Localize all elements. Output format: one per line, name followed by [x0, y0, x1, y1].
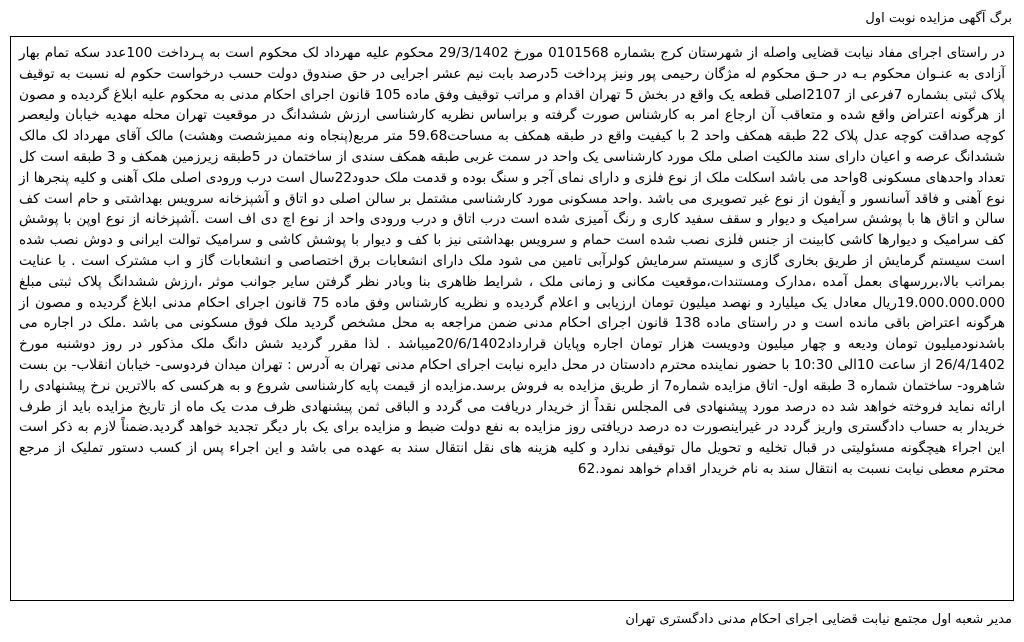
notice-signature: مدیر شعبه اول مجتمع نیابت قضایی اجرای احکام مدنی دادگستری تهران — [625, 612, 1012, 627]
notice-title: برگ آگهی مزایده نوبت اول — [865, 11, 1012, 26]
notice-body-box — [10, 36, 1014, 601]
notice-body-text: در راستای اجرای مفاد نیابت قضایی واصله از شهرستان کرج بشماره 0101568 مورخ 29/3/1402 محکوم علیه مهرداد لک محکوم است به پـرداخت 100عدد سکه تمام بهار آزادی به عنـوان محکوم بـه در حـق محکوم له مژگان رحیمی پور ونیز پرداخت 5درصد بابت نیم عشر اجرایی در حق صندوق دولت حسب درخواست حکوم له نسبت به توقیف پلاک ثبتی بشماره 7فرعی از 2107اصلی قطعه یک واقع در بخش 5 تهران اقدام و مراتب توقیف وفق ماده 105 قانون اجرای احکام مدنی به محکوم علیه ابلاغ گردیده و مصون از هرگونه اعتراض واقع شده و متعاقب آن ارجاع امر به کارشناس صورت گرفته و براساس نظریه کارشناسی ارزش ششدانگ در موقعیت تهران محله مهدیه خیابان ولیعصر کوچه صداقت کوچه عدل پلاک 22 طبقه همکف واحد 2 با کیفیت واقع در طبقه همکف به مساحت59.68 متر مربع(پنجاه ونه ممیزشصت وهشت) مالک آقای مهرداد لک مالک ششدانگ عرصه و اعیان دارای سند مالکیت اصلی ملک مورد کارشناسی یک واحد در سمت غربی طبقه همکف سندی از ساختمان در 5طبقه زیرزمین همکف و 3 طبقه است کل تعداد واحدهای مسکونی 8واحد می باشد اسکلت ملک از نوع فلزی و دارای نمای آجر و سنگ بوده و قدمت ملک حدود22سال است درب ورودی اصلی ملک آهنی و کلیه پنجرها از نوع آهنی و فاقد آسانسور و آیفون از نوع غیر تصویری می باشد .واحد مسکونی مورد کارشناسی مشتمل بر سالن اصلی دو اتاق و آشپزخانه سرویس بهداشتی و حام است کف سالن و اتاق ها با پوشش سرامیک و دیوار و سقف سفید کاری و رنگ آمیزی شده است درب اتاق و درب ورودی واحد از نوع اچ دی اف است .آشپزخانه از نوع اوپن با پوشش کف سرامیک و دیوارها کاشی کابینت از جنس فلزی نصب شده است حمام و سرویس بهداشتی نیز با کف و دیوار با پوشش کاشی و سرامیک توالت ایرانی و دوش نصب شده است سیستم گرمایش از طریق بخاری گازی و سیستم سرمایش کولرآبی تامین می شود ملک دارای انشعابات برق اختصاصی و انشعابات گاز و اب مشترک است . با عنایت بمراتب بالا،بررسهای بعمل آمده ،مدارک ومستندات،موقعیت مکانی و زمانی ملک ، شرایط ظاهری بنا وبادر نظر گرفتن سایر جوانب موثر ،ارزش ششدانگ پلاک ثبتی مبلغ 19.000.000.000ریال معادل یک میلیارد و نهصد میلیون تومان ارزیابی و اعلام گردیده و نظریه کارشناس وفق ماده 75 قانون اجرای احکام مدنی ابلاغ گردیده و مصون از هرگونه اعتراض باقی مانده است و در راستای ماده 138 قانون اجرای احکام مدنی ضمن مراجعه به محل مشخص گردید ملک فوق مسکونی می باشد .ملک در اجاره می باشدنودمیلیون تومان ودیعه و چهار میلیون ودویست هزار تومان اجاره وپایان قرارداد20/6/1402میباشد . لذا مقرر گردید شش دانگ ملک مذکور در روز دوشنبه مورخ 26/4/1402 از ساعت 10الی 10:30 با حضور نماینده محترم دادستان در محل دایره نیابت اجرای احکام مدنی تهران به آدرس : تهران میدان فردوسی- خیابان انقلاب- بن بست شاهرود- ساختمان شماره 3 طبقه اول- اتاق مزایده شماره7 از طریق مزایده به فروش برسد.مزایده از قیمت پایه کارشناسی شروع و به هرکسی که بالاترین نرخ پیشنهادی را ارائه نماید فروخته خواهد شد ده درصد مورد پیشنهادی فی المجلس نقداً از خریدار دریافت می گردد و الباقی ثمن پیشنهادی ظرف مدت یک ماه از تاریخ مزایده باید از طرف خریدار به حساب دادگستری واریز گردد در غیراینصورت ده درصد دریافتی روز مزایده به نفع دولت ضبط و مزایده برای یک بار دیگر تجدید خواهد گردید.ضمناً لازم به ذکر است این اجراء هیچگونه مسئولیتی در قبال تخلیه و تحویل مال توقیفی ندارد و کلیه هزینه های نقل انتقال سند به عهده می باشد و این اجراء پس از کسب دستور تملیک از مرجع محترم معطی نیابت نسبت به انتقال سند به نام خریدار اقدام خواهد نمود.62 — [19, 45, 1006, 477]
